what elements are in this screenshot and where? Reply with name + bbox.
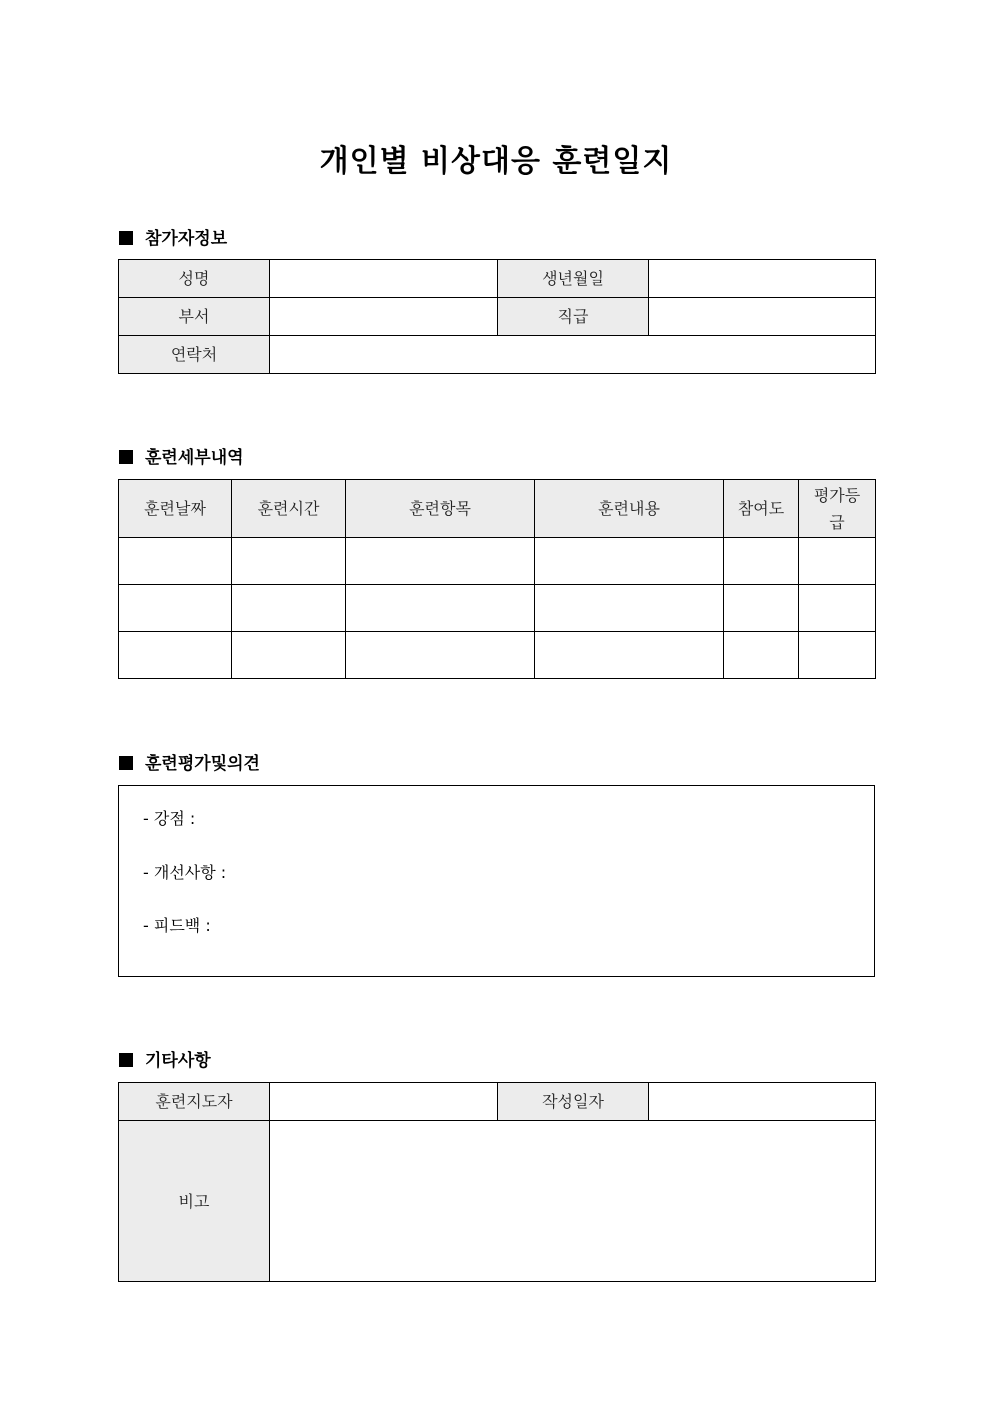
label-remarks: 비고 xyxy=(119,1121,270,1282)
rank-field[interactable] xyxy=(649,298,876,336)
col-content: 훈련내용 xyxy=(535,480,724,538)
evaluation-strengths: - 강점 : xyxy=(143,809,196,828)
label-name: 성명 xyxy=(119,260,270,298)
heading-text: 기타사항 xyxy=(145,1051,211,1071)
col-grade: 평가등급 xyxy=(799,480,876,538)
section-other-heading xyxy=(119,1046,211,1071)
evaluation-box[interactable] xyxy=(118,785,875,977)
cell[interactable] xyxy=(799,538,876,585)
label-rank: 직급 xyxy=(498,298,649,336)
cell[interactable] xyxy=(535,585,724,632)
cell[interactable] xyxy=(346,538,535,585)
cell[interactable] xyxy=(724,585,799,632)
square-bullet-icon xyxy=(119,231,133,245)
date-field[interactable] xyxy=(649,1083,876,1121)
cell[interactable] xyxy=(119,632,232,679)
evaluation-improvements: - 개선사항 : xyxy=(143,863,227,882)
label-date: 작성일자 xyxy=(498,1083,649,1121)
col-date: 훈련날짜 xyxy=(119,480,232,538)
col-participation: 참여도 xyxy=(724,480,799,538)
table-row xyxy=(119,585,876,632)
label-contact: 연락처 xyxy=(119,336,270,374)
remarks-field[interactable] xyxy=(270,1121,876,1282)
dept-field[interactable] xyxy=(270,298,498,336)
square-bullet-icon xyxy=(119,756,133,770)
participant-table xyxy=(118,259,876,374)
cell[interactable] xyxy=(535,538,724,585)
heading-text: 참가자정보 xyxy=(145,229,228,249)
document-title: 개인별 비상대응 훈련일지 xyxy=(319,144,673,179)
cell[interactable] xyxy=(535,632,724,679)
instructor-field[interactable] xyxy=(270,1083,498,1121)
col-item: 훈련항목 xyxy=(346,480,535,538)
birth-field[interactable] xyxy=(649,260,876,298)
table-row xyxy=(119,632,876,679)
cell[interactable] xyxy=(724,538,799,585)
cell[interactable] xyxy=(346,632,535,679)
cell[interactable] xyxy=(799,632,876,679)
cell[interactable] xyxy=(724,632,799,679)
cell[interactable] xyxy=(232,632,346,679)
col-time: 훈련시간 xyxy=(232,480,346,538)
name-field[interactable] xyxy=(270,260,498,298)
square-bullet-icon xyxy=(119,1053,133,1067)
label-dept: 부서 xyxy=(119,298,270,336)
label-birth: 생년월일 xyxy=(498,260,649,298)
section-details-heading xyxy=(119,443,244,468)
cell[interactable] xyxy=(119,538,232,585)
heading-text: 훈련세부내역 xyxy=(145,448,244,468)
cell[interactable] xyxy=(119,585,232,632)
details-table xyxy=(118,479,876,679)
section-evaluation-heading xyxy=(119,749,260,774)
cell[interactable] xyxy=(799,585,876,632)
evaluation-feedback: - 피드백 : xyxy=(143,916,211,935)
section-participant-heading xyxy=(119,224,227,249)
cell[interactable] xyxy=(232,585,346,632)
heading-text: 훈련평가및의견 xyxy=(145,754,260,774)
cell[interactable] xyxy=(346,585,535,632)
contact-field[interactable] xyxy=(270,336,876,374)
square-bullet-icon xyxy=(119,450,133,464)
other-table xyxy=(118,1082,876,1282)
cell[interactable] xyxy=(232,538,346,585)
label-instructor: 훈련지도자 xyxy=(119,1083,270,1121)
table-row xyxy=(119,538,876,585)
